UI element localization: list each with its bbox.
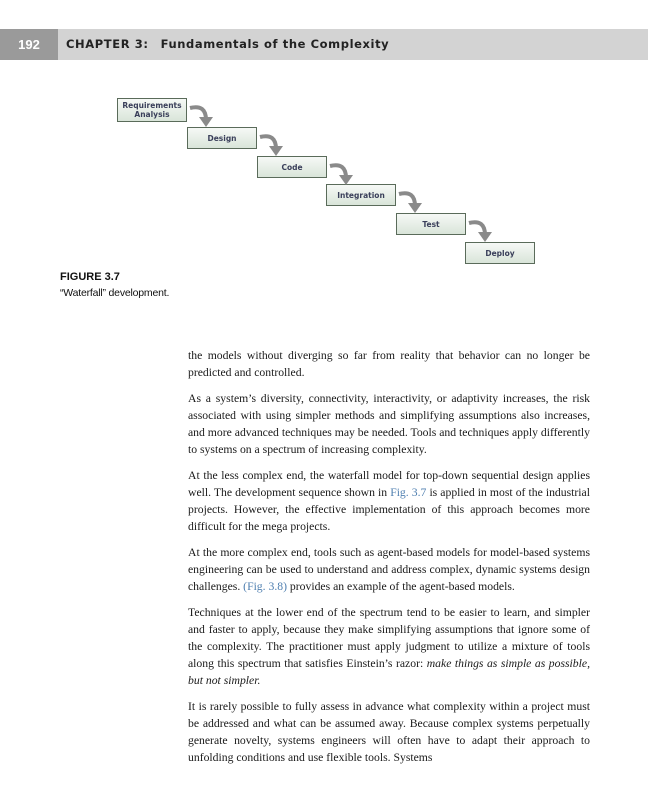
body-text [188, 347, 590, 775]
step-integration: Integration [326, 184, 396, 206]
curved-arrow-icon [258, 131, 288, 159]
step-code: Code [257, 156, 327, 178]
figure-caption: “Waterfall” development. [60, 287, 170, 299]
page-number: 192 [0, 29, 58, 60]
figure-reference-link[interactable]: (Fig. 3.8) [243, 580, 287, 593]
curved-arrow-icon [328, 160, 358, 188]
waterfall-diagram [0, 0, 648, 280]
text-run: Techniques at the lower end of the spectrum tend to be easier to learn, and simpler and faster to apply, because they make simplifying assumptions that ignore some of the complexity. The practitioner must apply judgment to utilize a mixture of tools along this spectrum that satisfies Einstein’s razor: [188, 606, 590, 670]
step-deploy: Deploy [465, 242, 535, 264]
paragraph: It is rarely possible to fully assess in advance what complexity within a project must be addressed and what can be assumed away. Because complex systems perpetually generate novelty, systems engineers will often have to adapt their approach to unfolding conditions and use flexible tools. Systems [188, 700, 590, 764]
step-design: Design [187, 127, 257, 149]
step-requirements-analysis: Requirements Analysis [117, 98, 187, 122]
paragraph: As a system’s diversity, connectivity, interactivity, or adaptivity increases, the risk associated with using simpler methods and simplifying assumptions also increases, and more advanced techniques may be needed. Tools and techniques apply differently to systems on a spectrum of increasing complexity. [188, 392, 590, 456]
text-run: At the more complex end, tools such as agent-based models for model-based systems engineering can be used to understand and address complex, dynamic systems design challenges. [188, 546, 590, 593]
curved-arrow-icon [467, 217, 497, 245]
paragraph [188, 544, 590, 595]
paragraph: the models without diverging so far from reality that behavior can no longer be predicted and controlled. [188, 349, 590, 379]
text-run: At the less complex end, the waterfall model for top-down sequential design applies well. The development sequence shown in [188, 469, 590, 499]
curved-arrow-icon [188, 102, 218, 130]
paragraph [188, 604, 590, 689]
chapter-label: CHAPTER 3: [66, 37, 149, 51]
step-test: Test [396, 213, 466, 235]
chapter-title: Fundamentals of the Complexity [160, 37, 390, 51]
text-run: is applied in most of the industrial projects. However, the effective implementation of this approach becomes more difficult for the mega projects. [188, 486, 590, 533]
figure-reference-link[interactable]: Fig. 3.7 [390, 486, 427, 499]
text-run: provides an example of the agent-based models. [287, 580, 515, 593]
paragraph [188, 467, 590, 535]
curved-arrow-icon [397, 188, 427, 216]
figure-label: FIGURE 3.7 [60, 271, 120, 283]
emphasis-quote: make things as simple as possible, but not simpler. [188, 657, 590, 687]
